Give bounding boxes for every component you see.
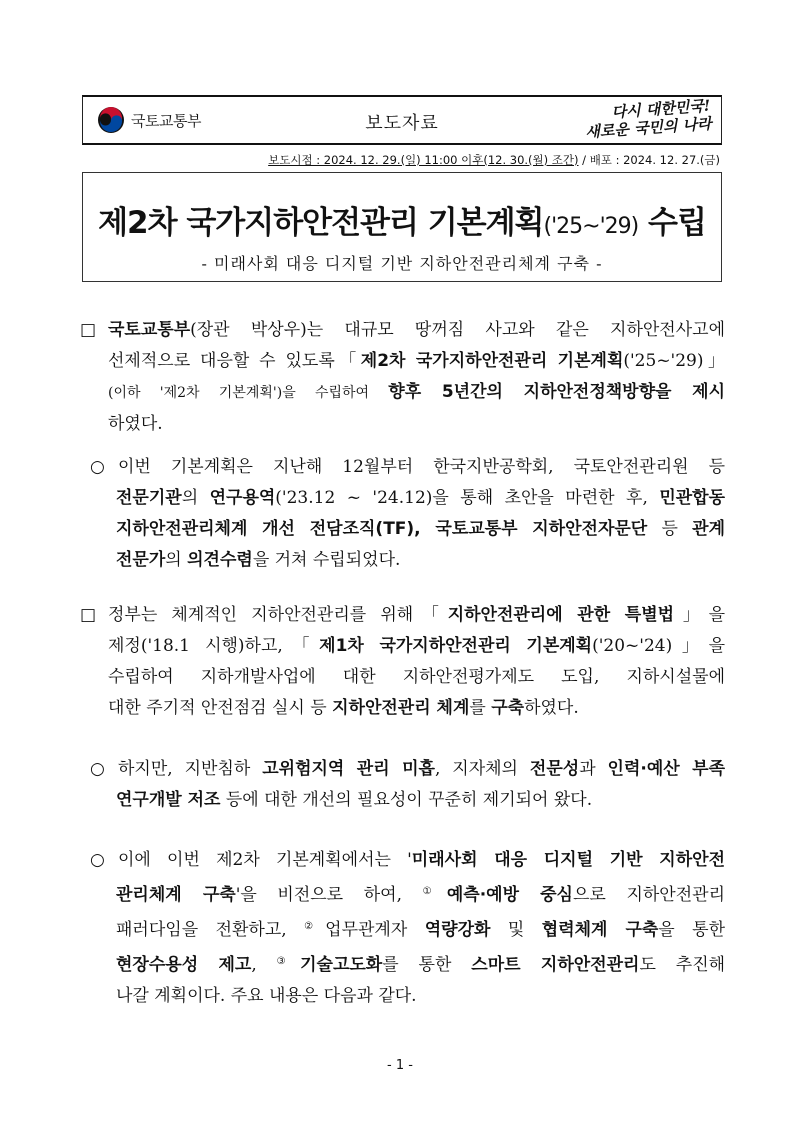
text: 를 통한: [382, 955, 472, 975]
page-title: [83, 197, 721, 242]
circle-bullet: ○: [90, 759, 105, 779]
text: 정부는 체계적인 지하안전관리를 위해「: [108, 605, 448, 625]
text-bold: 국토교통부: [108, 320, 191, 340]
text: ('20~'24)」을: [592, 636, 726, 656]
text: 과: [579, 759, 608, 779]
text-bold: 전문성: [529, 759, 580, 779]
text-bold: 구축: [491, 698, 525, 718]
text-bold: 관리체계 구축: [116, 885, 236, 905]
text-bold: 제1차 국가지하안전관리 기본계획: [319, 636, 593, 656]
text: 등에 대한 개선의 필요성이 꾸준히 제기되어 왔다.: [220, 790, 593, 810]
embargo-time: 보도시점 : 2024. 12. 29.(일) 11:00 이후(12. 30.(월) 조간): [268, 153, 579, 167]
text: 하지만, 지반침하: [118, 759, 263, 779]
square-bullet: □: [80, 605, 97, 625]
text: 선제적으로 대응할 수 있도록「: [108, 351, 361, 371]
text-bold: 스마트 지하안전관리: [471, 955, 640, 975]
text: 및: [490, 920, 542, 940]
text: ('25~'29)」: [623, 351, 725, 371]
text-bold: 제2차 국가지하안전관리 기본계획: [360, 351, 624, 371]
text: 이에 이번 제2차 기본계획에서는 ': [118, 850, 412, 870]
text: 도 추진해: [639, 955, 726, 975]
text-bold: 의견수렴: [187, 550, 253, 570]
text: 」을: [674, 605, 725, 625]
text: 나갈 계획이다. 주요 내용은 다음과 같다.: [116, 986, 417, 1006]
text: '을 비전으로 하여,: [235, 885, 423, 905]
distribution-separator: /: [578, 153, 590, 167]
text-bold: 향후 5년간의 지하안전정책방향을 제시: [388, 382, 725, 402]
text-bold: 고위험지역 관리 미흡: [262, 759, 435, 779]
text-bold: 기술고도화: [300, 955, 383, 975]
text: 패러다임을 전환하고,: [116, 920, 305, 940]
header-box: [82, 95, 722, 145]
page-subtitle: - 미래사회 대응 디지털 기반 지하안전관리체계 구축 -: [201, 254, 603, 273]
title-main: 제2차 국가지하안전관리 기본계획: [98, 205, 544, 241]
text-bold: 예측·예방 중심: [446, 885, 573, 905]
slogan-line-2: 새로운 국민의 나라: [584, 114, 713, 142]
paragraph-4: [90, 754, 725, 816]
text-bold: 연구용역: [209, 488, 276, 508]
text: 을 통한: [658, 920, 726, 940]
text: 대한 주기적 안전점검 실시 등: [108, 698, 333, 718]
text-bold: 지하안전관리에 관한 특별법: [447, 605, 675, 625]
square-bullet: □: [80, 320, 97, 340]
text: 를: [469, 698, 492, 718]
text-bold: 관계: [692, 519, 725, 539]
text-bold: 역량강화: [424, 920, 491, 940]
circled-number: ③: [276, 956, 301, 967]
text-bold: 민관합동: [659, 488, 726, 508]
text-bold: 협력체계 구축: [541, 920, 659, 940]
circled-number: ②: [304, 921, 326, 932]
text: 하였다.: [108, 414, 163, 434]
text: 제정('18.1 시행)하고,「: [108, 636, 320, 656]
page-number: - 1 -: [387, 1058, 413, 1073]
text: (이하 '제2차 기본계획')을 수립하여: [108, 385, 389, 401]
text-bold: 전문가: [116, 550, 166, 570]
ministry-name: 국토교통부: [131, 111, 201, 130]
text-bold: 인력·예산 부족: [607, 759, 725, 779]
text: 하였다.: [524, 698, 579, 718]
text: ('23.12 ~ '24.12)을 통해 초안을 마련한 후,: [275, 488, 660, 508]
text: 을 거쳐 수립되었다.: [252, 550, 401, 570]
text: 업무관계자: [325, 920, 425, 940]
text-bold: 연구개발 저조: [116, 790, 221, 810]
text-bold: 현장수용성 제고: [116, 955, 252, 975]
text: 이번 기본계획은 지난해 12월부터 한국지반공학회, 국토안전관리원 등: [118, 457, 725, 477]
text: , 지자체의: [434, 759, 530, 779]
paragraph-2: [90, 452, 725, 576]
text: 수립하여 지하개발사업에 대한 지하안전평가제도 도입, 지하시설물에: [108, 667, 725, 687]
text: (장관 박상우)는 대규모 땅꺼짐 사고와 같은 지하안전사고에: [190, 320, 725, 340]
distribution-info: [268, 152, 720, 168]
doc-type-label: 보도자료: [365, 113, 439, 134]
title-box: [82, 172, 722, 282]
paragraph-5: [90, 845, 725, 1012]
title-years: ('25~'29): [543, 214, 639, 239]
circle-bullet: ○: [90, 850, 105, 870]
release-date: 배포 : 2024. 12. 27.(금): [589, 153, 720, 167]
text-bold: 전문기관: [116, 488, 182, 508]
text: 등: [647, 519, 693, 539]
text: 으로 지하안전관리: [572, 885, 725, 905]
circle-bullet: ○: [90, 457, 105, 477]
text: ,: [251, 955, 277, 975]
paragraph-1: [80, 315, 725, 440]
circled-number: ①: [422, 886, 447, 897]
text-bold: 지하안전관리 체계: [332, 698, 470, 718]
text: 의: [165, 550, 188, 570]
text: 의: [181, 488, 210, 508]
paragraph-3: [80, 600, 725, 724]
slogan-line-1: 다시 대한민국!: [611, 96, 711, 122]
text-bold: 미래사회 대응 디지털 기반 지하안전: [411, 850, 725, 870]
title-suffix: 수립: [638, 205, 706, 241]
text-bold: 지하안전관리체계 개선 전담조직(TF), 국토교통부 지하안전자문단: [116, 519, 648, 539]
